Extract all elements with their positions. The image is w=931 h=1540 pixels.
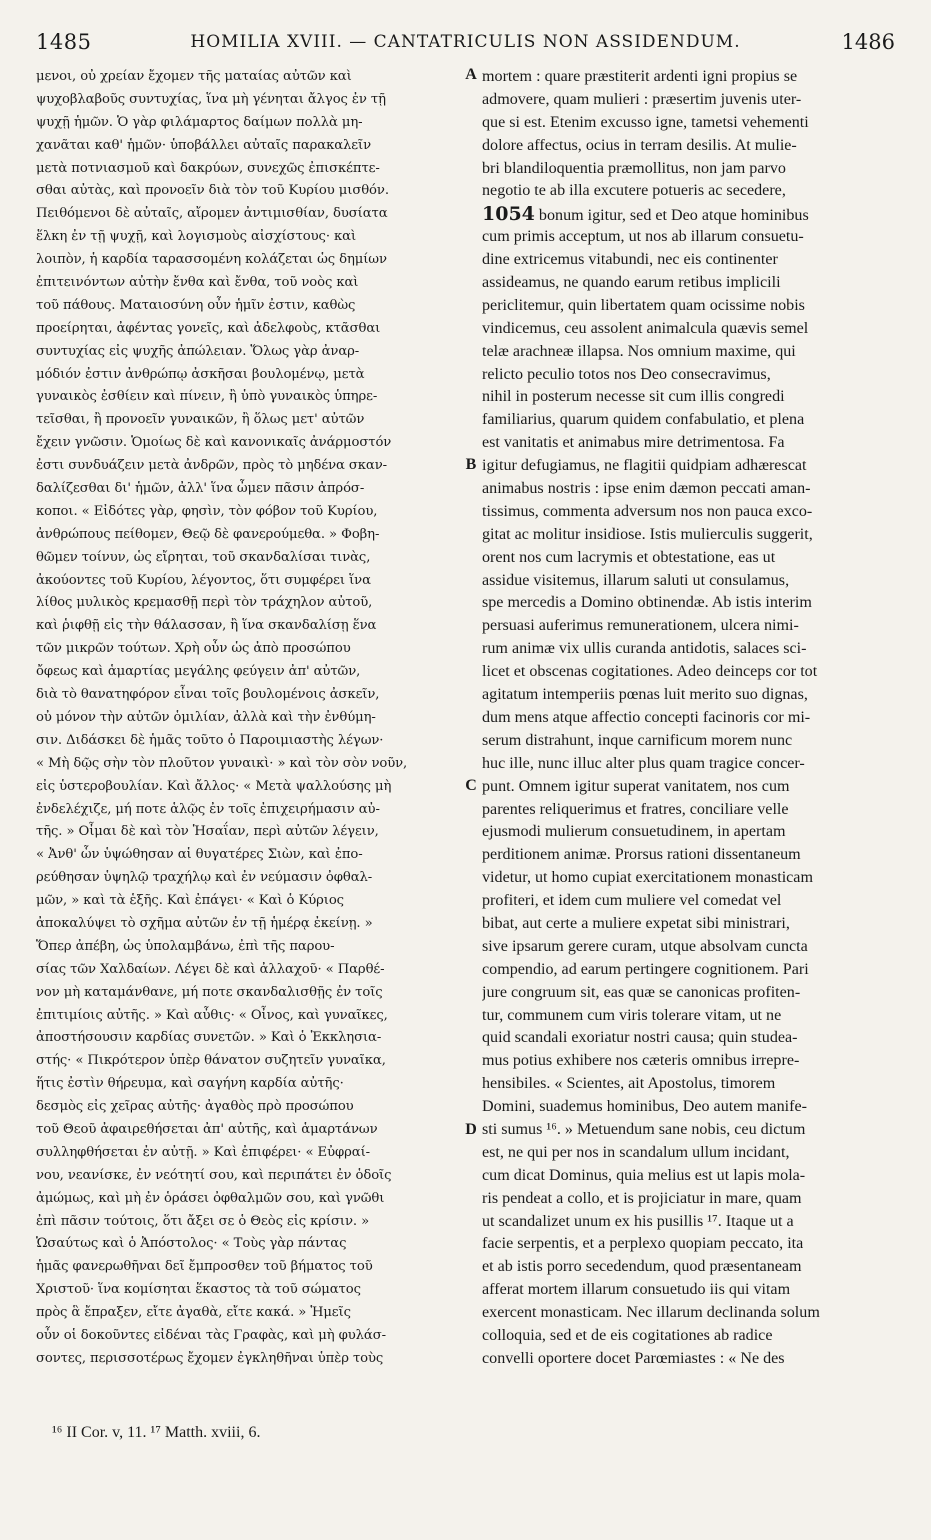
running-title: HOMILIA XVIII. — CANTATRICULIS NON ASSIDENDUM. (190, 32, 741, 52)
latin-text-line: quid scandali exoriatur nostri causa; quin studea- (482, 1029, 798, 1047)
greek-text-line: ἥτις ἐστὶν θήρευμα, καὶ σαγήνη καρδία αὐτῆς· (36, 1076, 344, 1092)
latin-text-line: bibat, aut certe a muliere expetat sibi ministrari, (482, 914, 790, 932)
greek-text-line: τῆς. » Οἶμαι δὲ καὶ τὸν Ἡσαΐαν, περὶ αὐτῶν λέγειν, (36, 824, 379, 840)
greek-text-line: πρὸς ἃ ἔπραξεν, εἴτε ἀγαθὰ, εἴτε κακά. » Ἡμεῖς (36, 1305, 351, 1321)
greek-text-line: ἕλκη ἐν τῇ ψυχῇ, καὶ λογισμοὺς αἰσχίστους· καὶ (36, 229, 357, 245)
margin-mark-b: B (465, 456, 477, 473)
latin-text-line: Domini, suademus hominibus, Deo autem manife- (482, 1098, 807, 1116)
greek-text-line: σιν. Διδάσκει δὲ ἡμᾶς τοῦτο ὁ Παροιμιαστὴς λέγων· (36, 732, 384, 748)
latin-text-line: telæ arachneæ illapsa. Nos omnium maxime, qui (482, 342, 796, 360)
greek-text-line: Ὡσαύτως καὶ ὁ Ἀπόστολος· « Τοὺς γὰρ πάντας (36, 1236, 347, 1252)
greek-text-line: τοῦ πάθους. Ματαιοσύνη οὖν ἡμῖν ἐστιν, καθὼς (36, 297, 356, 313)
greek-text-line: οὖν οἱ δοκοῦντες εἰδέναι τὰς Γραφὰς, καὶ μὴ φυλάσ- (36, 1327, 386, 1343)
latin-text-line: relicto peculio totos nos Deo consecravimus, (482, 365, 771, 383)
latin-text-line: negotio te ab illa excutere potueris ac secedere, (482, 182, 786, 200)
greek-text-line: διὰ τὸ θανατηφόρον εἶναι τοῖς βουλομένοις ἀσκεῖν, (36, 687, 380, 703)
greek-text-line: ἐπιτιμίοις αὐτῆς. » Καὶ αὖθις· « Οἶνος, καὶ γυναῖκες, (36, 1007, 388, 1023)
latin-text-line: igitur defugiamus, ne flagitii quidpiam adhærescat (482, 457, 807, 475)
latin-text-line: cum primis acceptum, ut nos ab illarum consuetu- (482, 228, 804, 246)
latin-text-line: vindicemus, ceu assolent animalcula quævis semel (482, 319, 809, 337)
latin-text-line: parentes reliquerimus et fratres, conciliare velle (482, 800, 789, 818)
greek-text-line: γυναικὸς ἐσθίειν καὶ πίνειν, ἢ ὑπὸ γυναικὸς ὑπηρε- (36, 389, 378, 405)
greek-text-line: τοῦ Θεοῦ ἀφαιρεθήσεται ἀπ' αὐτῆς, καὶ ἁμαρτάνων (36, 1121, 378, 1137)
greek-text-line: Χριστοῦ· ἵνα κομίσηται ἕκαστος τὰ τοῦ σώματος (36, 1282, 361, 1298)
latin-text-line: serum distrahunt, inque carnificum morem nunc (482, 731, 793, 749)
latin-text-line: 1054 bonum igitur, sed et Deo atque hominibus (482, 203, 809, 226)
greek-text-column (36, 66, 464, 1371)
latin-text-line: sti sumus ¹⁶. » Metuendum sane nobis, ceu dictum (482, 1120, 806, 1138)
latin-text-line: perditionem animæ. Prorsus rationi dissentaneum (482, 846, 801, 864)
greek-text-line: ἀνθρώπους πείθομεν, Θεῷ δὲ φανερούμεθα. » Φοβη- (36, 526, 380, 542)
greek-text-line: εἰς ὑστεροβουλίαν. Καὶ ἄλλος· « Μετὰ ψαλλούσης μὴ (36, 778, 392, 794)
greek-text-line: συλληφθήσεται ἐν αὐτῇ. » Καὶ ἐπιφέρει· « Εὐφραί- (36, 1144, 371, 1160)
column-number-1054: 1054 (482, 203, 535, 226)
latin-text-line: spe mercedis a Domino obtinendæ. Ab istis interim (482, 594, 812, 612)
greek-text-line: λοιπὸν, ἡ καρδία ταρασσομένη κολάζεται ὡς δημίων (36, 252, 387, 268)
greek-text-line: μετὰ ποτνιασμοῦ καὶ δακρύων, συνεχῶς ἐπισκέπτε- (36, 160, 380, 176)
greek-text-line: νου, νεανίσκε, ἐν νεότητί σου, καὶ περιπάτει ἐν ὁδοῖς (36, 1167, 392, 1183)
greek-text-line: ὄφεως καὶ ἁμαρτίας μεγάλης φεύγειν ἀπ' αὐτῶν, (36, 664, 361, 680)
latin-text-line: rum animæ vix ullis curanda antidotis, salaces sci- (482, 640, 807, 658)
latin-text-line: est, ne qui per nos in scandalum ullum incidant, (482, 1143, 790, 1161)
greek-text-line: κοποι. « Εἰδότες γὰρ, φησὶν, τὸν φόβον τοῦ Κυρίου, (36, 503, 378, 519)
latin-text-line: admovere, quam mulieri : præsertim juvenis uter- (482, 90, 802, 108)
greek-text-line: μῶν, » καὶ τὰ ἑξῆς. Καὶ ἐπάγει· « Καὶ ὁ Κύριος (36, 893, 344, 909)
latin-text-line: tur, communem cum viris tolerare vitam, ut ne (482, 1006, 782, 1024)
latin-text-line: jure congruum sit, eas quæ se canonicas profiten- (482, 983, 801, 1001)
latin-text-line: colloquia, sed et de eis cogitationes ab radice (482, 1326, 773, 1344)
latin-text-line: compendio, ad earum pertingere cognitionem. Pari (482, 960, 809, 978)
greek-text-line: οὐ μόνον τὴν αὐτῶν ὁμιλίαν, ἀλλὰ καὶ τὴν ἐνθύμη- (36, 709, 376, 725)
greek-text-line: χανᾶται καθ' ἡμῶν· ὑποβάλλει αὐταῖς παρακαλεῖν (36, 137, 372, 153)
latin-text-line: assidue visitemus, illarum saluti ut consulamus, (482, 571, 790, 589)
latin-text-line: que si est. Etenim excusso igne, tametsi vehementi (482, 113, 809, 131)
greek-text-line: ἀποστήσουσιν καρδίας συνετῶν. » Καὶ ὁ Ἐκκλησια- (36, 1030, 382, 1046)
margin-mark-a: A (465, 66, 477, 83)
greek-text-line: τῶν μικρῶν τούτων. Χρὴ οὖν ὡς ἀπὸ προσώπου (36, 641, 351, 657)
latin-text-line: est vanitatis et animabus mire detrimentosa. Fa (482, 434, 785, 452)
greek-text-line: μόδιόν ἐστιν ἀνθρώπῳ ἀσκῆσαι βουλομένῳ, μετὰ (36, 366, 365, 382)
left-column-number: 1485 (36, 30, 92, 54)
greek-text-line: θῶμεν τοίνυν, ὡς εἴρηται, τοῦ σκανδαλίσαι τινὰς, (36, 549, 371, 565)
latin-text-line: facie serpentis, et a perplexo quopiam peccato, ita (482, 1235, 804, 1253)
greek-text-line: δαλίζεσθαι δι' ἡμῶν, ἀλλ' ἵνα ὦμεν πᾶσιν ἀπρόσ- (36, 481, 365, 497)
greek-text-line: « Μὴ δῷς σὴν τὸν πλοῦτον γυναικὶ· » καὶ τὸν σὸν νοῦν, (36, 755, 408, 771)
greek-text-line: Ὅπερ ἀπέβη, ὡς ὑπολαμβάνω, ἐπὶ τῆς παρου- (36, 938, 335, 954)
latin-text-line: convelli oportere docet Parœmiastes : « Ne des (482, 1349, 785, 1367)
latin-text-line: et ab istis porro secedendum, quod præsentaneam (482, 1258, 802, 1276)
greek-text-line: ἀμώμως, καὶ μὴ ἐν ὁράσει ὀφθαλμῶν σου, καὶ γνῶθι (36, 1190, 385, 1206)
latin-text-line: dolore affectus, ocius in terram desilis. At mulie- (482, 136, 797, 154)
greek-text-line: προείρηται, ἀφέντας γονεῖς, καὶ ἀδελφοὺς, κτᾶσθαι (36, 320, 381, 336)
latin-text-line: bri blandiloquentia præmollitus, non jam parvo (482, 159, 786, 177)
greek-text-line: ἐπιτεινόντων αὐτὴν ἔνθα καὶ ἔνθα, τοῦ νοὸς καὶ (36, 275, 359, 291)
greek-text-line: ἡμᾶς φανερωθῆναι δεῖ ἔμπροσθεν τοῦ βήματος τοῦ (36, 1259, 373, 1275)
latin-text-line: licet et obscenas cogitationes. Adeo deinceps cor tot (482, 663, 818, 681)
greek-text-line: Πειθόμενοι δὲ αὐταῖς, αἴρομεν ἀντιμισθίαν, δυσίατα (36, 206, 388, 222)
greek-text-line: ἐπὶ πᾶσιν τούτοις, ὅτι ἄξει σε ὁ Θεὸς εἰς κρίσιν. » (36, 1213, 370, 1229)
latin-text-line: afferat mortem illarum consuetudo iis qui vitam (482, 1281, 791, 1299)
latin-text-line: exercent monasticam. Nec illarum declinanda solum (482, 1304, 820, 1322)
latin-text-line: tissimus, commenta adversum nos non pauca exco- (482, 502, 813, 520)
margin-mark-d: D (465, 1121, 477, 1138)
latin-text-line: ris pendeat a collo, et is projiciatur in mare, quam (482, 1189, 802, 1207)
latin-text-line: persuasi auferimus remunerationem, ulcera nimi- (482, 617, 799, 635)
latin-text-line: dine extricemus vitabundi, nec eis continenter (482, 251, 778, 269)
latin-text-line: mus potius exhibere nos cæteris omnibus irrepre- (482, 1052, 800, 1070)
right-column-number: 1486 (841, 30, 895, 54)
margin-mark-c: C (465, 777, 477, 794)
greek-text-line: ψυχῇ ἡμῶν. Ὁ γὰρ φιλάμαρτος δαίμων πολλὰ μη- (36, 114, 363, 130)
greek-text-line: στής· « Πικρότερον ὑπὲρ θάνατον συζητεῖν γυναῖκα, (36, 1053, 386, 1069)
greek-text-line: ἀκούοντες τοῦ Κυρίου, λέγοντος, ὅτι συμφέρει ἵνα (36, 572, 371, 588)
latin-text-line: punt. Omnem igitur superat vanitatem, nos cum (482, 777, 790, 795)
greek-text-line: σοντες, περισσοτέρως ἔχομεν ἐγκληθῆναι ὑπὲρ τοὺς (36, 1350, 384, 1366)
greek-text-line: ἀποκαλύψει τὸ σχῆμα αὐτῶν ἐν τῇ ἡμέρᾳ ἐκείνῃ. » (36, 915, 373, 931)
greek-text-line: ρεύθησαν ὑψηλῷ τραχήλῳ καὶ ἐν νεύμασιν ὀφθαλ- (36, 870, 373, 886)
latin-text-line: periclitemur, quin libertatem quam ocissime nobis (482, 296, 805, 314)
greek-text-line: τεῖσθαι, ἢ προνοεῖν γυναικῶν, ἢ ὅλως μετ' αὐτῶν (36, 412, 365, 428)
greek-text-line: νον μὴ καταμάνθανε, μή ποτε σκανδαλισθῇς ἐν τοῖς (36, 984, 383, 1000)
greek-text-line: μενοι, οὐ χρείαν ἔχομεν τῆς ματαίας αὐτῶν καὶ (36, 69, 352, 84)
latin-text-line: agitatum intemperiis pœnas luit merito suo dignas, (482, 686, 808, 704)
greek-text-line: συντυχίας εἰς ψυχῆς ἀπώλειαν. Ὅλως γὰρ ἀναρ- (36, 343, 360, 359)
latin-text-line: profiteri, et idem cum muliere vel comedat vel (482, 892, 782, 910)
greek-text-line: « Ἀνθ' ὧν ὑψώθησαν αἱ θυγατέρες Σιὼν, καὶ ἐπο- (36, 847, 363, 863)
latin-text-line: familiarius, quarum quidem confabulatio, et plena (482, 411, 805, 429)
latin-text-line: videtur, ut homo cupiat exercitationem monasticam (482, 869, 813, 887)
greek-text-line: ἐστι συνδυάζειν μετὰ ἀνδρῶν, πρὸς τὸ μηδένα σκαν- (36, 458, 388, 474)
greek-text-line: ψυχοβλαβοῦς συντυχίας, ἵνα μὴ γένηται ἄλγος ἐν τῇ (36, 91, 386, 107)
latin-text-line: cum dicat Dominus, quia melius est ut lapis mola- (482, 1166, 806, 1184)
greek-text-line: σθαι αὐτὰς, καὶ προνοεῖν διὰ τὸν τοῦ Κυρίου μισθόν. (36, 183, 389, 199)
greek-text-line: δεσμὸς εἰς χεῖρας αὐτῆς· ἀγαθὸς πρὸ προσώπου (36, 1099, 354, 1115)
latin-text-line: huc ille, nunc illuc alter plus quam tragice concer- (482, 754, 805, 772)
footnotes: ¹⁶ II Cor. v, 11. ¹⁷ Matth. xviii, 6. (52, 1424, 261, 1441)
greek-text-line: καὶ ῥιφθῇ εἰς τὴν θάλασσαν, ἢ ἵνα σκανδαλίσῃ ἕνα (36, 618, 377, 634)
greek-text-line: ἔχειν γνῶσιν. Ὁμοίως δὲ καὶ κανονικαῖς ἀνάρμοστόν (36, 435, 392, 451)
latin-text-line: sive ipsarum gerere curam, utque absolvam cuncta (482, 937, 808, 955)
running-header (36, 30, 895, 58)
latin-text-line: dum mens atque affectio concepti facinoris cor mi- (482, 708, 811, 726)
latin-text-column (482, 66, 896, 1371)
latin-text-line: animabus nostris : ipse enim dæmon peccati aman- (482, 480, 811, 498)
latin-text-line: nihil in posterum necesse sit cum illis congredi (482, 388, 785, 406)
greek-text-line: ἐνδελέχιζε, μή ποτε ἁλῷς ἐν τοῖς ἐπιχειρήμασιν αὐ- (36, 801, 380, 817)
latin-text-line: ut scandalizet unum ex his pusillis ¹⁷. Itaque ut a (482, 1212, 794, 1230)
latin-text-line: mortem : quare præstiterit ardenti igni propius se (482, 68, 798, 85)
latin-text-line: gitat ac molitur insidiose. Istis mulierculis suggerit, (482, 525, 813, 543)
latin-text-line: ejusmodi mulierum consuetudinem, in apertam (482, 823, 786, 841)
latin-text-line: hensibiles. « Scientes, ait Apostolus, timorem (482, 1075, 776, 1093)
latin-text-line: orent nos cum lacrymis et obtestatione, eas ut (482, 548, 776, 566)
latin-text-line: assideamus, ne quando earum retibus implicili (482, 274, 781, 292)
greek-text-line: σίας τῶν Χαλδαίων. Λέγει δὲ καὶ ἀλλαχοῦ· « Παρθέ- (36, 961, 385, 977)
greek-text-line: λίθος μυλικὸς κρεμασθῇ περὶ τὸν τράχηλον αὐτοῦ, (36, 595, 373, 611)
